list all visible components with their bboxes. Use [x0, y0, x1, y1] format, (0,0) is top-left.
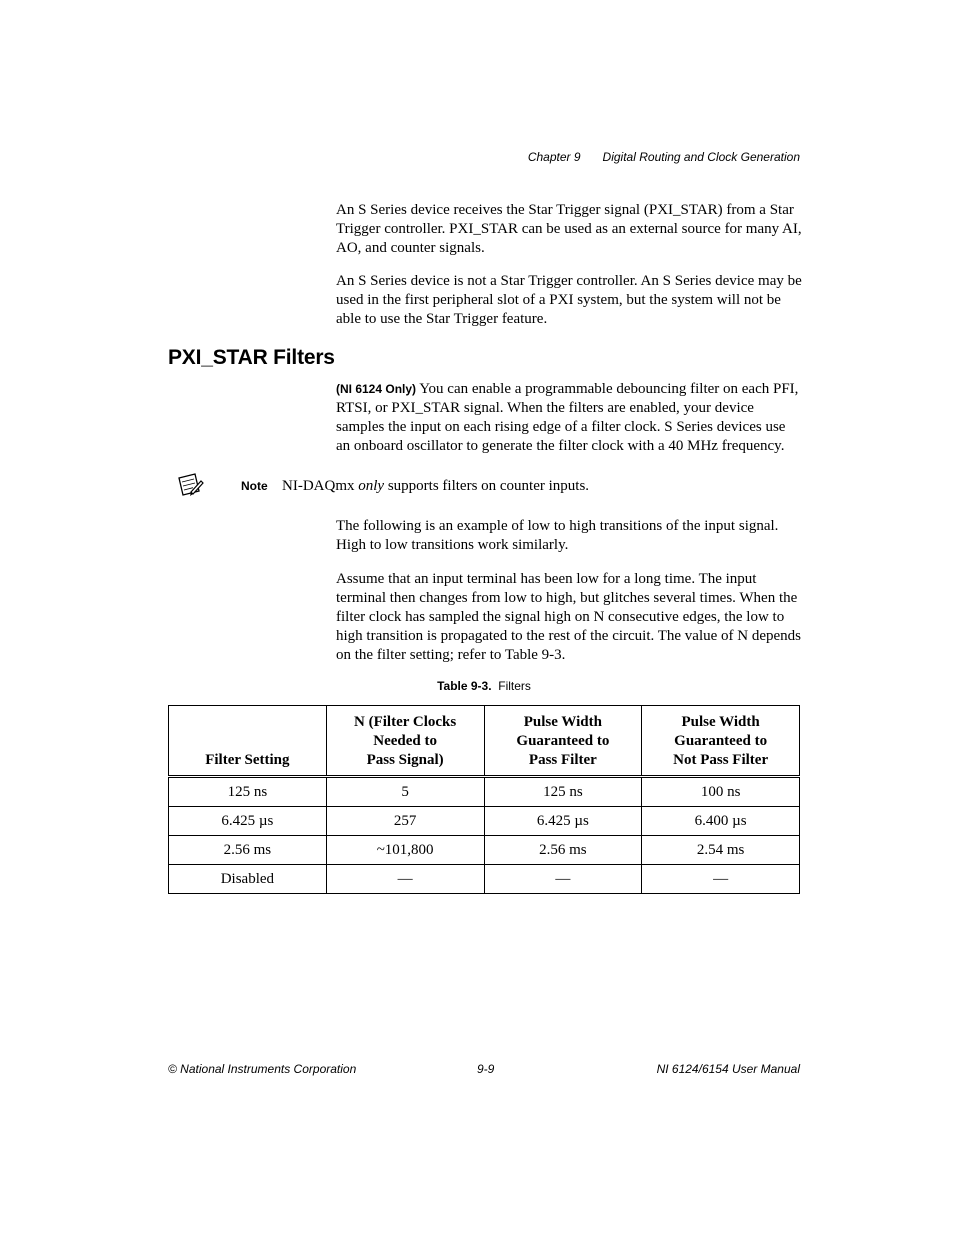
- section-heading: PXI_STAR Filters: [168, 346, 335, 369]
- note-text-after: supports filters on counter inputs.: [384, 478, 590, 494]
- table-caption-title: Filters: [498, 679, 531, 693]
- paragraph-star-trigger-controller: [336, 272, 802, 329]
- table-cell: Disabled: [169, 865, 327, 894]
- header-chapter: Chapter 9: [527, 150, 581, 164]
- header-line: Pass Signal): [366, 752, 444, 768]
- paragraph-star-trigger-receive: [336, 201, 802, 258]
- paragraph-text: You can enable a programmable debouncing filter on each PFI, RTSI, or PXI_STAR signal. When the filters are enabled, your device samples the input on each rising edge of a filter clock. S Series devices use an onboard oscillator to generate the filter clock with a 40 MHz frequency.: [336, 381, 799, 454]
- table-header-row: [169, 706, 800, 777]
- table-cell: 5: [326, 777, 484, 807]
- running-header: [528, 150, 800, 164]
- table-cell: 2.56 ms: [484, 836, 642, 865]
- paragraph-text: An S Series device receives the Star Trigger signal (PXI_STAR) from a Star Trigger controller. PXI_STAR can be used as an external source for many AI, AO, and counter signals.: [336, 202, 802, 256]
- header-line: N (Filter Clocks: [354, 714, 457, 730]
- header-line: Guaranteed to: [674, 733, 768, 749]
- table-cell: 6.425 µs: [484, 807, 642, 836]
- table-cell: 125 ns: [169, 777, 327, 807]
- table-cell: 6.425 µs: [169, 807, 327, 836]
- table-header-cell: [642, 706, 800, 777]
- table-caption: [168, 679, 800, 693]
- note-text: [282, 477, 589, 496]
- footer-manual-title: NI 6124/6154 User Manual: [656, 1062, 800, 1076]
- header-line: Not Pass Filter: [673, 752, 769, 768]
- header-line: Filter Setting: [205, 752, 290, 768]
- table-cell: 2.54 ms: [642, 836, 800, 865]
- table-row: [169, 836, 800, 865]
- table-header-cell: [484, 706, 642, 777]
- paragraph-text: Assume that an input terminal has been low for a long time. The input terminal then changes from low to high, but glitches several times. When the filter clock has sampled the signal high on N consecutive edges, the low to high transition is propagated to the rest of the circuit. The value of N depends on the filter setting; refer to Table 9-3.: [336, 571, 802, 663]
- footer-page-number: 9-9: [477, 1062, 495, 1076]
- header-line: Guaranteed to: [516, 733, 610, 749]
- table-row: [169, 807, 800, 836]
- header-title: Digital Routing and Clock Generation: [602, 150, 800, 164]
- table-row: [169, 777, 800, 807]
- paragraph-text: An S Series device is not a Star Trigger controller. An S Series device may be used in the first peripheral slot of a PXI system, but the system will not be able to use the Star Trigger feature.: [336, 273, 802, 327]
- header-line: Pulse Width: [681, 714, 760, 730]
- note-pad-icon: [176, 472, 204, 498]
- table-cell: 6.400 µs: [642, 807, 800, 836]
- paragraph-lead: (NI 6124 Only): [336, 382, 417, 396]
- header-line: Needed to: [373, 733, 437, 749]
- table-header-cell: [169, 706, 327, 777]
- table-cell: —: [326, 865, 484, 894]
- note-text-before: NI-DAQmx: [282, 478, 359, 494]
- filters-table: [168, 705, 800, 894]
- note-label: Note: [241, 479, 268, 493]
- header-line: Pulse Width: [523, 714, 602, 730]
- paragraph-text: The following is an example of low to high transitions of the input signal. High to low transitions work similarly.: [336, 518, 779, 553]
- paragraph-transition-example: [336, 517, 802, 555]
- paragraph-filters-intro: [336, 380, 802, 456]
- table-cell: 2.56 ms: [169, 836, 327, 865]
- header-line: Pass Filter: [528, 752, 597, 768]
- table-cell: —: [484, 865, 642, 894]
- table-header-cell: [326, 706, 484, 777]
- table-cell: 125 ns: [484, 777, 642, 807]
- paragraph-filter-behavior: [336, 570, 802, 665]
- table-cell: 257: [326, 807, 484, 836]
- footer-copyright: © National Instruments Corporation: [168, 1062, 357, 1076]
- note-emphasis: only: [358, 478, 385, 494]
- table-cell: —: [642, 865, 800, 894]
- table-cell: 100 ns: [642, 777, 800, 807]
- table-row: [169, 865, 800, 894]
- table-cell: ~101,800: [326, 836, 484, 865]
- table-caption-label: Table 9-3.: [437, 679, 492, 693]
